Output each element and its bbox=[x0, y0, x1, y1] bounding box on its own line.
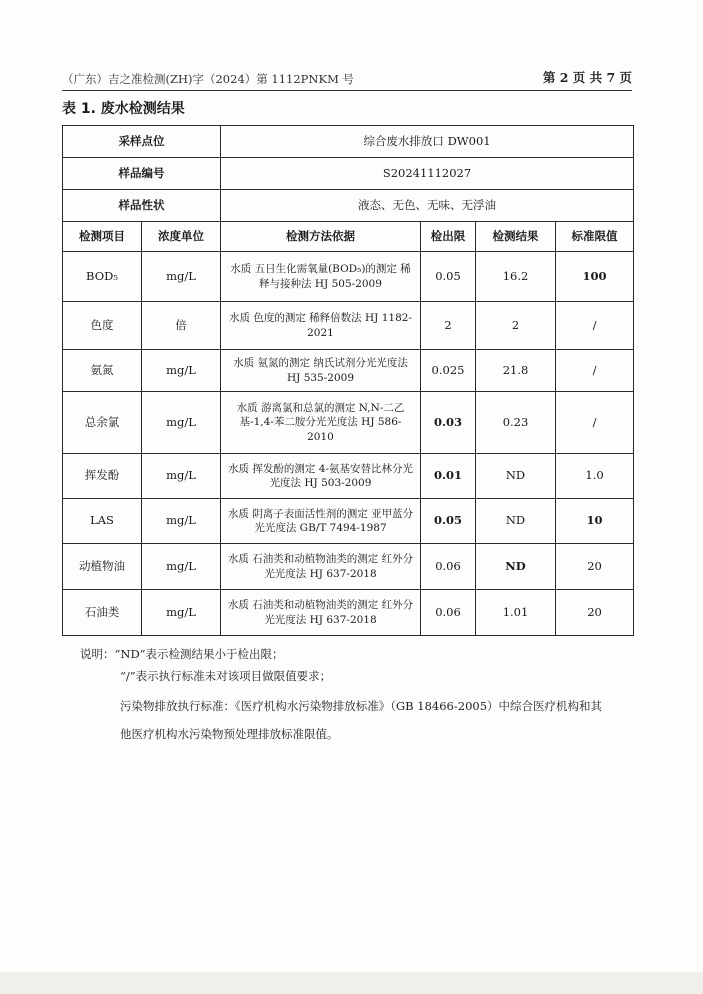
result-cell: ND bbox=[476, 544, 556, 590]
standard-limit-cell: / bbox=[556, 302, 634, 350]
unit-cell: 倍 bbox=[142, 302, 221, 350]
standard-limit-cell: 1.0 bbox=[556, 454, 634, 499]
standard-limit-cell: / bbox=[556, 392, 634, 454]
report-number: （广东）吉之准检测(ZH)字（2024）第 1112PNKM 号 bbox=[62, 72, 355, 86]
method-cell: 水质 游离氯和总氯的测定 N,N-二乙基-1,4-苯二胺分光光度法 HJ 586-2010 bbox=[221, 392, 421, 454]
note-nd: 说明：“ND”表示检测结果小于检出限； bbox=[80, 647, 284, 661]
item-cell: LAS bbox=[63, 499, 142, 544]
method-cell: 水质 色度的测定 稀释倍数法 HJ 1182-2021 bbox=[221, 302, 421, 350]
column-header: 浓度单位 bbox=[142, 222, 221, 252]
result-cell: 0.23 bbox=[476, 392, 556, 454]
method-cell: 水质 挥发酚的测定 4-氨基安替比林分光光度法 HJ 503-2009 bbox=[221, 454, 421, 499]
column-header: 标准限值 bbox=[556, 222, 634, 252]
sample-property-label: 样品性状 bbox=[63, 190, 221, 222]
page-number: 第 2 页 共 7 页 bbox=[542, 70, 632, 85]
unit-cell: mg/L bbox=[142, 392, 221, 454]
column-header: 检测结果 bbox=[476, 222, 556, 252]
table-row bbox=[63, 392, 634, 454]
table-row bbox=[63, 350, 634, 392]
sample-property-value: 液态、无色、无味、无浮油 bbox=[221, 190, 634, 222]
table-title: 表 1. 废水检测结果 bbox=[62, 101, 185, 117]
wastewater-results-table bbox=[62, 125, 634, 636]
method-cell: 水质 五日生化需氧量(BOD₅)的测定 稀释与接种法 HJ 505-2009 bbox=[221, 252, 421, 302]
detection-limit-cell: 0.03 bbox=[421, 392, 476, 454]
detection-limit-cell: 0.06 bbox=[421, 544, 476, 590]
result-cell: ND bbox=[476, 454, 556, 499]
column-header: 检测项目 bbox=[63, 222, 142, 252]
method-cell: 水质 石油类和动植物油类的测定 红外分光光度法 HJ 637-2018 bbox=[221, 590, 421, 636]
standard-limit-cell: 100 bbox=[556, 252, 634, 302]
detection-limit-cell: 0.05 bbox=[421, 499, 476, 544]
result-cell: 16.2 bbox=[476, 252, 556, 302]
detection-limit-cell: 0.05 bbox=[421, 252, 476, 302]
sample-number-label: 样品编号 bbox=[63, 158, 221, 190]
unit-cell: mg/L bbox=[142, 544, 221, 590]
unit-cell: mg/L bbox=[142, 252, 221, 302]
unit-cell: mg/L bbox=[142, 590, 221, 636]
method-cell: 水质 石油类和动植物油类的测定 红外分光光度法 HJ 637-2018 bbox=[221, 544, 421, 590]
result-cell: ND bbox=[476, 499, 556, 544]
unit-cell: mg/L bbox=[142, 499, 221, 544]
item-cell: 挥发酚 bbox=[63, 454, 142, 499]
note-slash: “/”表示执行标准未对该项目做限值要求； bbox=[120, 669, 332, 683]
note-standard-cont: 他医疗机构水污染物预处理排放标准限值。 bbox=[120, 727, 339, 741]
standard-limit-cell: 10 bbox=[556, 499, 634, 544]
sampling-site-label: 采样点位 bbox=[63, 126, 221, 158]
column-header: 检出限 bbox=[421, 222, 476, 252]
table-row bbox=[63, 544, 634, 590]
result-cell: 1.01 bbox=[476, 590, 556, 636]
sampling-site-value: 综合废水排放口 DW001 bbox=[221, 126, 634, 158]
scan-bottom-band bbox=[0, 972, 703, 994]
item-cell: 石油类 bbox=[63, 590, 142, 636]
method-cell: 水质 氨氮的测定 纳氏试剂分光光度法 HJ 535-2009 bbox=[221, 350, 421, 392]
detection-limit-cell: 2 bbox=[421, 302, 476, 350]
item-cell: 色度 bbox=[63, 302, 142, 350]
item-cell: BOD₅ bbox=[63, 252, 142, 302]
table-row bbox=[63, 499, 634, 544]
detection-limit-cell: 0.01 bbox=[421, 454, 476, 499]
result-cell: 2 bbox=[476, 302, 556, 350]
sample-number-row bbox=[63, 158, 634, 190]
sample-number-value: S20241112027 bbox=[221, 158, 634, 190]
unit-cell: mg/L bbox=[142, 350, 221, 392]
table-row bbox=[63, 302, 634, 350]
unit-cell: mg/L bbox=[142, 454, 221, 499]
column-header: 检测方法依据 bbox=[221, 222, 421, 252]
column-header-row bbox=[63, 222, 634, 252]
page-header bbox=[62, 68, 632, 91]
method-cell: 水质 阴离子表面活性剂的测定 亚甲蓝分光光度法 GB/T 7494-1987 bbox=[221, 499, 421, 544]
standard-limit-cell: 20 bbox=[556, 590, 634, 636]
sampling-site-row bbox=[63, 126, 634, 158]
detection-limit-cell: 0.025 bbox=[421, 350, 476, 392]
table-row bbox=[63, 454, 634, 499]
item-cell: 动植物油 bbox=[63, 544, 142, 590]
result-cell: 21.8 bbox=[476, 350, 556, 392]
item-cell: 总余氯 bbox=[63, 392, 142, 454]
standard-limit-cell: 20 bbox=[556, 544, 634, 590]
table-row bbox=[63, 252, 634, 302]
note-standard: 污染物排放执行标准：《医疗机构水污染物排放标准》（GB 18466-2005）中综合医疗机构和其 bbox=[120, 699, 603, 713]
item-cell: 氨氮 bbox=[63, 350, 142, 392]
detection-limit-cell: 0.06 bbox=[421, 590, 476, 636]
standard-limit-cell: / bbox=[556, 350, 634, 392]
table-row bbox=[63, 590, 634, 636]
sample-property-row bbox=[63, 190, 634, 222]
